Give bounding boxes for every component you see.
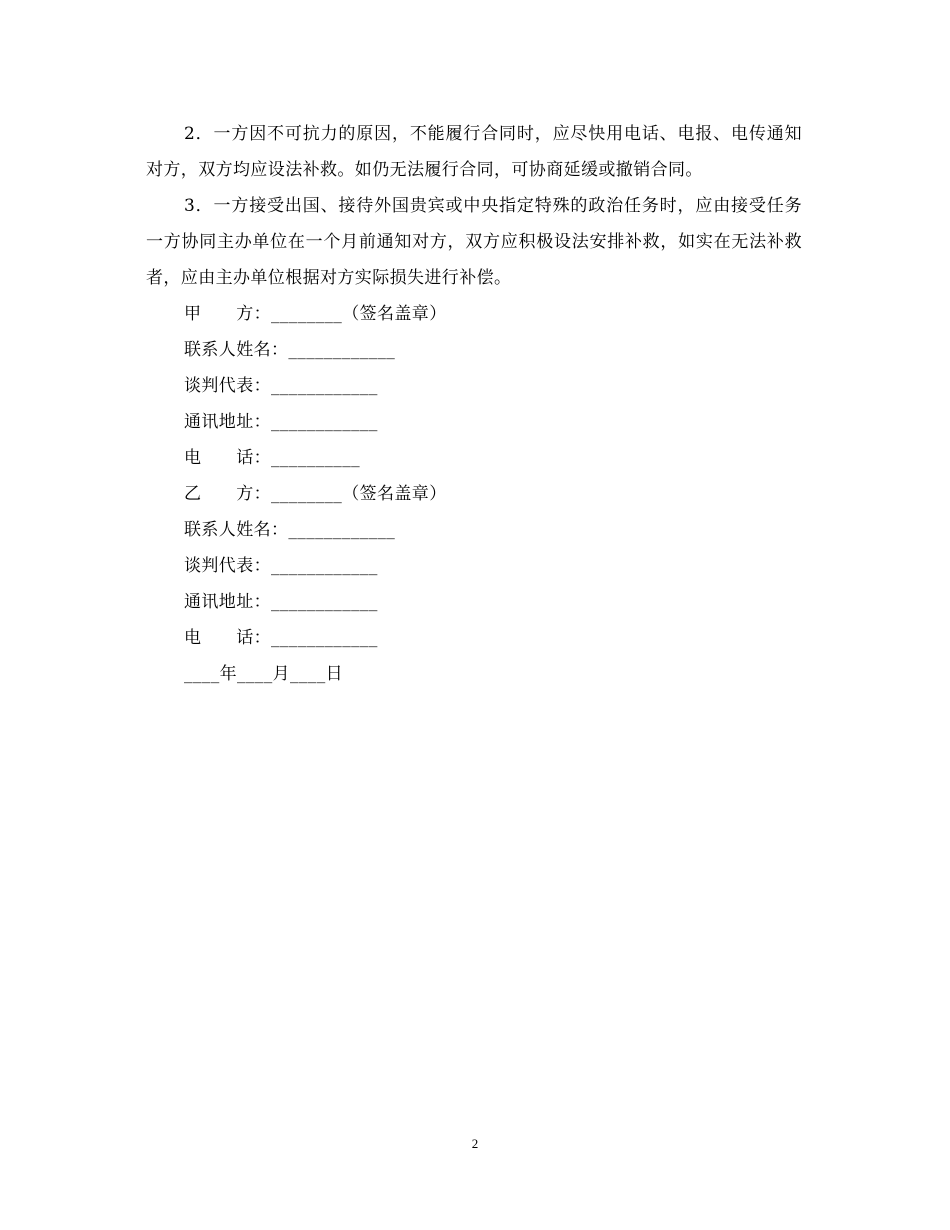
party-b-phone-line: 电 话：____________: [184, 628, 378, 648]
party-b-contact-line: 联系人姓名：____________: [184, 520, 396, 540]
date-line: ____年____月____日: [184, 664, 343, 684]
party-a-phone-line: 电 话：__________: [184, 448, 360, 468]
party-b-signature-block: [146, 476, 802, 656]
party-a-address-line: 通讯地址：____________: [184, 412, 378, 432]
document-body: [146, 116, 802, 692]
party-b-address-line: 通讯地址：____________: [184, 592, 378, 612]
party-a-representative-line: 谈判代表：____________: [184, 376, 378, 396]
party-b-line: 乙 方：________（签名盖章）: [184, 484, 447, 504]
page-number: 2: [471, 1136, 479, 1151]
party-a-line: 甲 方：________（签名盖章）: [184, 304, 447, 324]
party-b-representative-line: 谈判代表：____________: [184, 556, 378, 576]
clause-2: 2．一方因不可抗力的原因，不能履行合同时，应尽快用电话、电报、电传通知对方，双方均应设法补救。如仍无法履行合同，可协商延缓或撤销合同。: [146, 124, 802, 180]
party-a-contact-line: 联系人姓名：____________: [184, 340, 396, 360]
clause-3: 3．一方接受出国、接待外国贵宾或中央指定特殊的政治任务时，应由接受任务一方协同主办单位在一个月前通知对方，双方应积极设法安排补救，如实在无法补救者，应由主办单位根据对方实际损失进行补偿。: [146, 196, 802, 288]
party-a-signature-block: [146, 296, 802, 476]
